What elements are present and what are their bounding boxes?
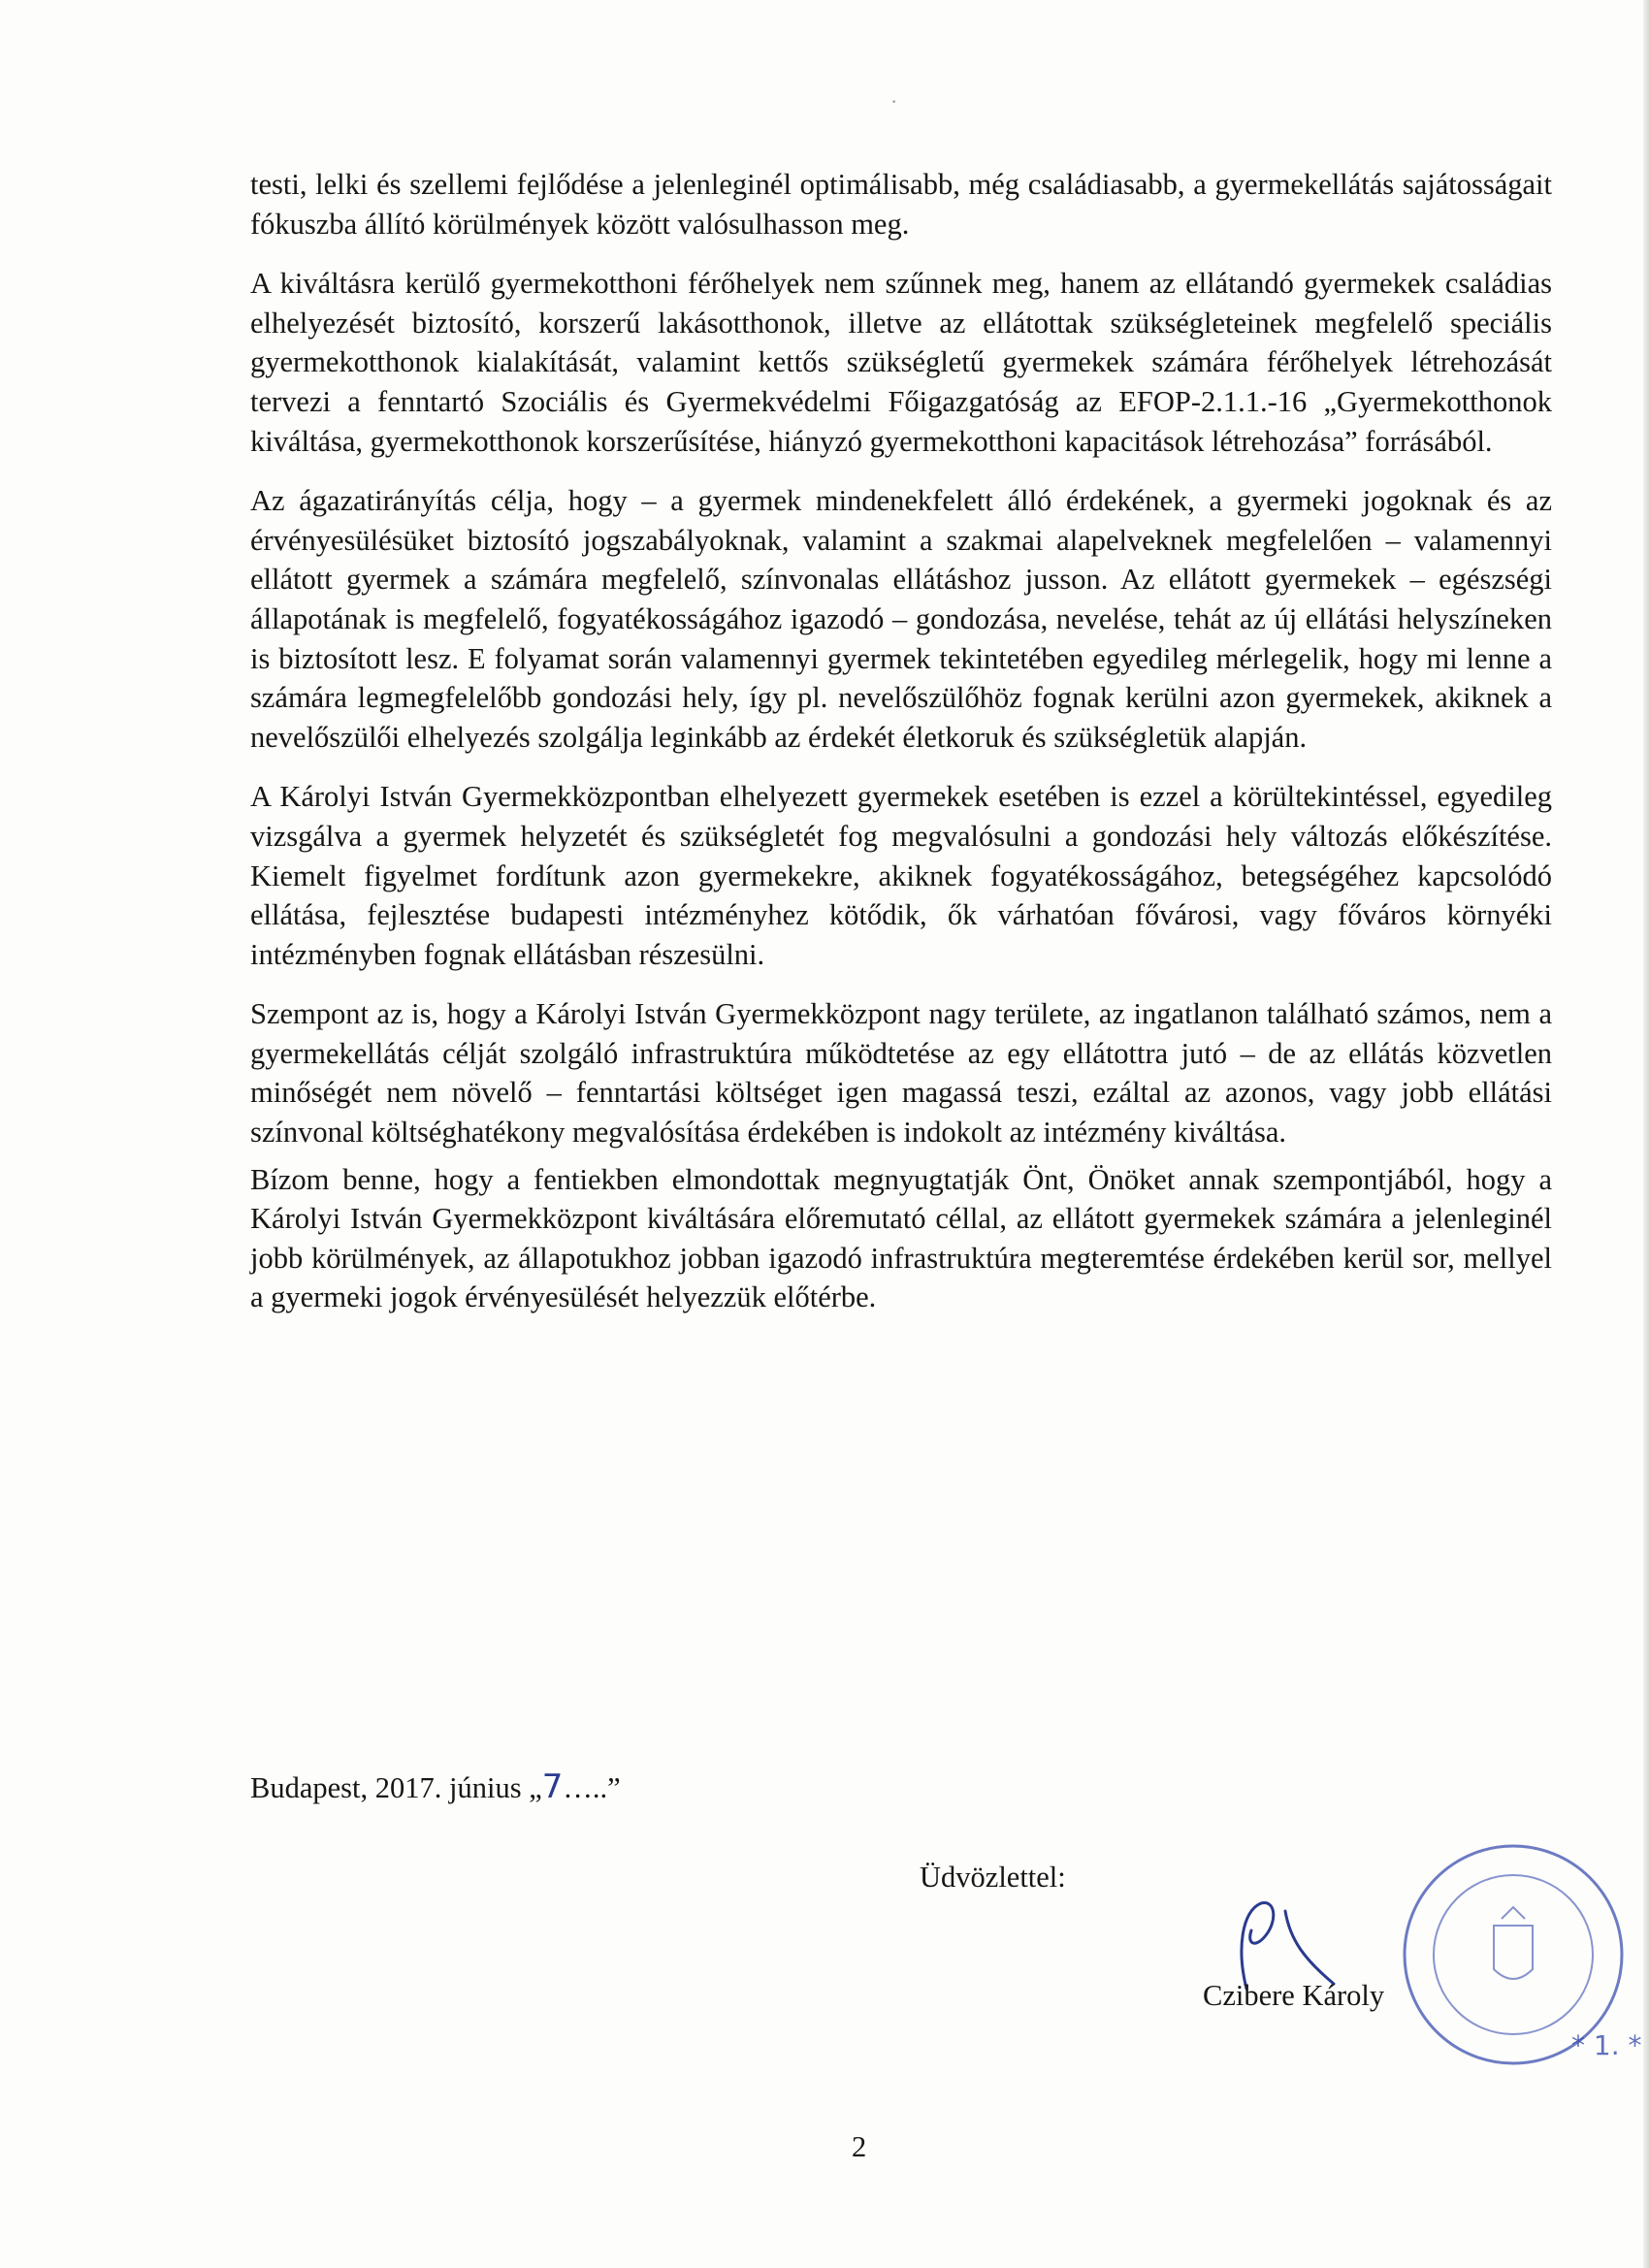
paragraph-5: Szempont az is, hogy a Károlyi István Gyermekközpont nagy területe, az ingatlanon található számos, nem a gyermekellátás célját szolgáló infrastruktúra működtetése az egy ellátottra jutó – de az ellátás közvetlen minőségét nem növelő – fenntartási költséget igen magassá teszi, ezáltal az azonos, vagy jobb ellátási színvonal költséghatékony megvalósítása érdekében is indokolt az intézmény kiváltása. bbox=[250, 997, 1552, 1150]
scan-edge bbox=[1643, 0, 1649, 2268]
letter-body bbox=[250, 165, 1552, 1338]
scan-speck: · bbox=[890, 89, 898, 113]
official-stamp bbox=[1397, 1833, 1642, 2076]
date-handwritten-day: 7 bbox=[541, 1767, 564, 1806]
greeting: Üdvözlettel: bbox=[920, 1861, 1066, 1894]
date-prefix: Budapest, 2017. június „ bbox=[250, 1771, 542, 1804]
paragraph-1: testi, lelki és szellemi fejlődése a jelenleginél optimálisabb, még családiasabb, a gyermekellátás sajátosságait fókuszba állító körülmények között valósulhasson meg. bbox=[250, 168, 1552, 241]
paragraph-4: A Károlyi István Gyermekközpontban elhelyezett gyermekek esetében is ezzel a körültekintéssel, egyedileg vizsgálva a gyermek helyzetét és szükségletét fog megvalósulni a gondozási hely változás előkészítése. Kiemelt figyelmet fordítunk azon gyermekekre, akiknek fogyatékosságához, betegségéhez kapcsolódó ellátása, fejlesztése budapesti intézményhez kötődik, ők várhatóan fővárosi, vagy főváros környéki intézményben fognak ellátásban részesülni. bbox=[250, 780, 1552, 971]
paragraph-3: Az ágazatirányítás célja, hogy – a gyermek mindenekfelett álló érdekének, a gyermeki jogoknak és az érvényesülésüket biztosító jogszabályoknak, valamint a szakmai alapelveknek megfelelően – valamennyi ellátott gyermek a számára megfelelő, színvonalas ellátáshoz jusson. Az ellátott gyermekek – egészségi állapotának is megfelelő, fogyatékosságához igazodó – gondozása, nevelése, tehát az új ellátási helyszíneken is biztosított lesz. E folyamat során valamennyi gyermek tekintetében egyedileg mérlegelik, hogy mi lenne a számára legmegfelelőbb gondozási hely, így pl. nevelőszülőhöz fognak kerülni azon gyermekek, akiknek a nevelőszülői elhelyezés szolgálja leginkább az érdekét életkoruk és szükségletük alapján. bbox=[250, 484, 1552, 754]
signer-name: Czibere Károly bbox=[1203, 1979, 1385, 2012]
date-line bbox=[250, 1767, 621, 1806]
page-number: 2 bbox=[852, 2130, 867, 2163]
paragraph-2: A kiváltásra kerülő gyermekotthoni férőhelyek nem szűnnek meg, hanem az ellátandó gyermekek családias elhelyezését biztosító, korszerű lakásotthonok, illetve az ellátottak szükségleteinek megfelelő speciális gyermekotthonok kialakítását, valamint kettős szükségletű gyermekek számára férőhelyek létrehozását tervezi a fenntartó Szociális és Gyermekvédelmi Főigazgatóság az EFOP-2.1.1.-16 „Gyermekotthonok kiváltása, gyermekotthonok korszerűsítése, hiányzó gyermekotthoni kapacitások létrehozása” forrásából. bbox=[250, 267, 1552, 458]
paragraph-6: Bízom benne, hogy a fentiekben elmondottak megnyugtatják Önt, Önöket annak szempontjából, hogy a Károlyi István Gyermekközpont kiváltására előremutató céllal, az ellátott gyermekek számára a jelenleginél jobb körülmények, az állapotukhoz jobban igazodó infrastruktúra megteremtése érdekében kerül sor, mellyel a gyermeki jogok érvényesülését helyezzük előtérbe. bbox=[250, 1162, 1552, 1314]
date-suffix: …..” bbox=[563, 1771, 621, 1804]
svg-text:* 1. *: * 1. * bbox=[1571, 2029, 1642, 2061]
